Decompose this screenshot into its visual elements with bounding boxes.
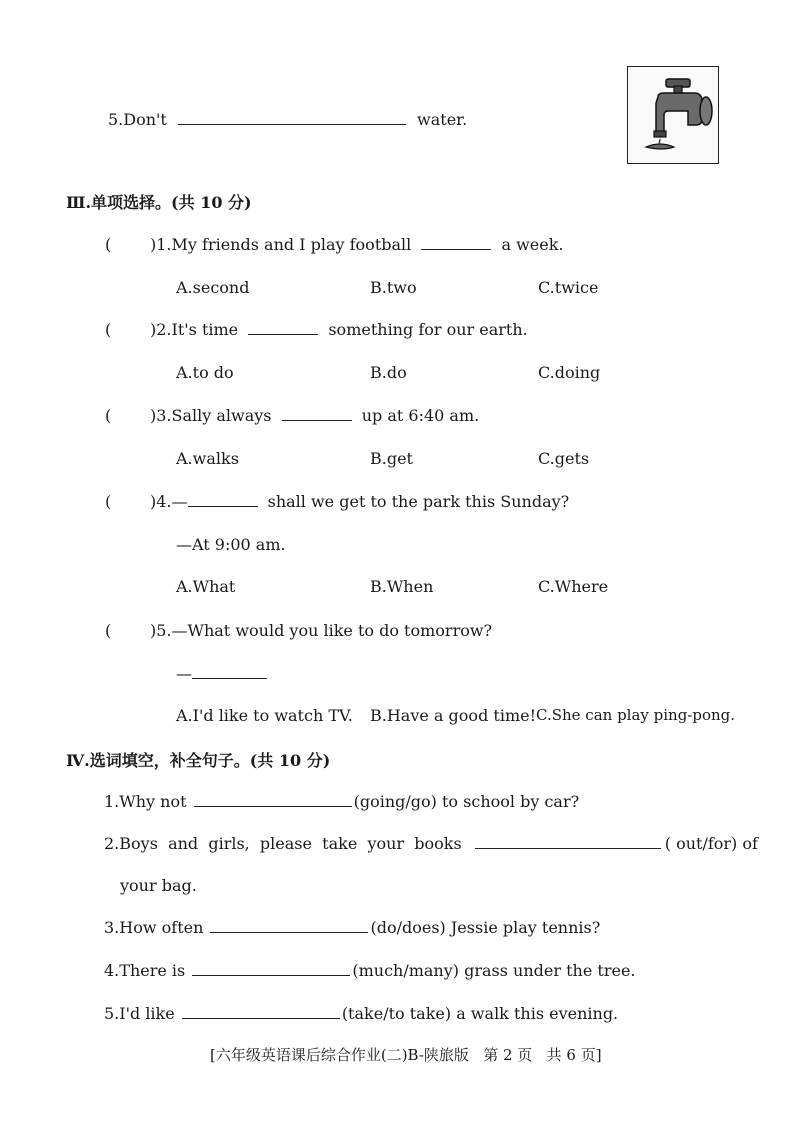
- page-footer: [六年级英语课后综合作业(二)B-陕旅版 第 2 页 共 6 页]: [210, 1046, 602, 1064]
- item-blank[interactable]: [475, 834, 661, 849]
- item-suffix: grass under the tree.: [464, 961, 636, 980]
- item-prefix: 2.Boys and girls, please take your books: [104, 834, 462, 853]
- mcq-3-stem: [150, 406, 479, 425]
- mcq-1-stem: [150, 235, 564, 254]
- item-blank[interactable]: [210, 918, 368, 933]
- faucet-picture: [627, 66, 719, 164]
- item-blank[interactable]: [182, 1004, 340, 1019]
- part2-q5: [108, 110, 467, 129]
- stem-b: something for our earth.: [328, 320, 528, 339]
- mcq-5-stem: [150, 621, 492, 640]
- fill-item-3: [104, 918, 600, 937]
- answer-slot[interactable]: [118, 320, 148, 338]
- part4-heading: Ⅳ.选词填空，补全句子。(共 10 分): [66, 751, 331, 770]
- item-choice: (going/go): [353, 792, 437, 811]
- stem-a: 3.Sally always: [156, 406, 272, 425]
- mcq-4-stem: [150, 492, 569, 511]
- stem-blank[interactable]: [421, 235, 491, 250]
- q5-blank[interactable]: [178, 110, 406, 125]
- fill-item-2-continued: your bag.: [120, 876, 197, 895]
- mcq-4-answer-line: —At 9:00 am.: [176, 535, 286, 554]
- option-c[interactable]: C.twice: [538, 278, 599, 297]
- paren-close: ): [150, 492, 157, 511]
- item-prefix: 4.There is: [104, 961, 186, 980]
- stem-b: up at 6:40 am.: [361, 406, 480, 425]
- stem-a: 2.It's time: [156, 320, 239, 339]
- answer-paren-open: (: [105, 235, 112, 254]
- answer-slot[interactable]: [118, 492, 148, 510]
- stem-b: a week.: [501, 235, 564, 254]
- answer-slot[interactable]: [118, 621, 148, 639]
- item-suffix: Jessie play tennis?: [450, 918, 601, 937]
- stem-blank[interactable]: [282, 406, 352, 421]
- option-a[interactable]: A.I'd like to watch TV.: [176, 706, 353, 725]
- stem-b: shall we get to the park this Sunday?: [267, 492, 570, 511]
- item-choice: (do/does): [370, 918, 446, 937]
- answer-slot[interactable]: [118, 406, 148, 424]
- stem-a: 4.—: [156, 492, 188, 511]
- part3-heading: Ⅲ.单项选择。(共 10 分): [66, 193, 252, 212]
- answer-paren-open: (: [105, 320, 112, 339]
- answer-slot[interactable]: [118, 235, 148, 253]
- option-b[interactable]: B.get: [370, 449, 413, 468]
- item-prefix: 3.How often: [104, 918, 204, 937]
- answer-paren-open: (: [105, 406, 112, 425]
- option-b[interactable]: B.Have a good time!: [370, 706, 537, 725]
- item-choice: (take/to take): [341, 1004, 452, 1023]
- option-b[interactable]: B.do: [370, 363, 407, 382]
- item-blank[interactable]: [192, 961, 350, 976]
- option-a[interactable]: A.to do: [176, 363, 234, 382]
- item-choice: (much/many): [352, 961, 460, 980]
- option-c[interactable]: C.She can play ping-pong.: [536, 706, 736, 724]
- item-suffix: a walk this evening.: [456, 1004, 619, 1023]
- item-choice: ( out/for): [664, 834, 738, 853]
- answer-paren-open: (: [105, 492, 112, 511]
- option-c[interactable]: C.doing: [538, 363, 601, 382]
- item-blank[interactable]: [194, 792, 352, 807]
- fill-item-1: [104, 792, 579, 811]
- mcq-5-answer-line: [176, 664, 267, 683]
- q5-prefix: 5.Don't: [108, 110, 167, 129]
- option-c[interactable]: C.Where: [538, 577, 609, 596]
- paren-close: ): [150, 406, 157, 425]
- option-c[interactable]: C.gets: [538, 449, 590, 468]
- item-suffix: to school by car?: [442, 792, 580, 811]
- mcq-2-stem: [150, 320, 528, 339]
- option-a[interactable]: A.What: [176, 577, 236, 596]
- paren-close: ): [150, 320, 157, 339]
- answer-paren-open: (: [105, 621, 112, 640]
- paren-close: ): [150, 235, 157, 254]
- item-prefix: 5.I'd like: [104, 1004, 175, 1023]
- stem-a: 5.—What would you like to do tomorrow?: [156, 621, 493, 640]
- stem-blank[interactable]: [188, 492, 258, 507]
- q5-suffix: water.: [417, 110, 468, 129]
- faucet-icon: [628, 67, 718, 163]
- paren-close: ): [150, 621, 157, 640]
- answer-blank[interactable]: [192, 664, 267, 679]
- fill-item-5: [104, 1004, 618, 1023]
- fill-item-4: [104, 961, 636, 980]
- answer-dash: —: [176, 664, 192, 683]
- option-a[interactable]: A.walks: [176, 449, 239, 468]
- item-suffix: of: [742, 834, 758, 853]
- option-b[interactable]: B.When: [370, 577, 434, 596]
- stem-blank[interactable]: [248, 320, 318, 335]
- option-a[interactable]: A.second: [176, 278, 250, 297]
- fill-item-2: [104, 834, 758, 853]
- option-b[interactable]: B.two: [370, 278, 417, 297]
- item-prefix: 1.Why not: [104, 792, 187, 811]
- stem-a: 1.My friends and I play football: [156, 235, 412, 254]
